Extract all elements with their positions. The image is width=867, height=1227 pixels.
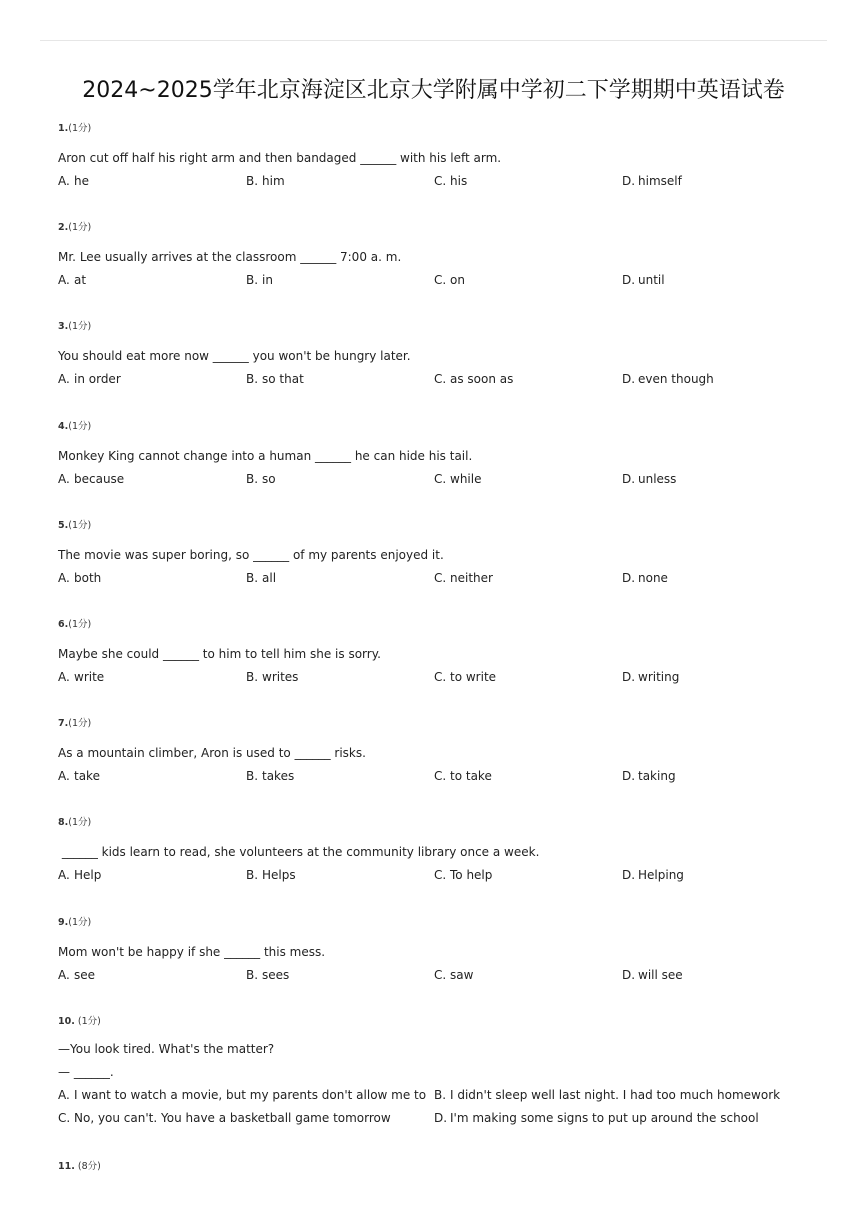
option-text: none [638,570,668,585]
option-letter: C. [434,769,447,784]
option-d[interactable]: D. I'm making some signs to put up around the school [434,1111,759,1125]
option-d[interactable] [622,768,676,784]
question-score: (8分) [77,1161,101,1172]
option-letter: B. [246,967,259,982]
option-a[interactable] [58,471,124,487]
option-letter: D. [622,372,636,387]
option-d[interactable] [622,371,714,387]
option-text: as soon as [450,372,514,387]
question-10 [58,1015,818,1133]
question-score: (1分) [68,420,92,432]
option-b[interactable] [246,272,273,288]
options [58,570,818,586]
option-text: himself [638,174,682,188]
option-letter: C. [434,471,447,486]
option-text: his [450,174,468,188]
option-letter: D. [622,868,636,883]
option-text: sees [262,967,290,982]
option-c[interactable]: C. No, you can't. You have a basketball game tomorrow [58,1111,391,1125]
option-text: Helping [638,868,684,883]
option-c[interactable] [434,669,496,685]
option-text: taking [638,769,676,784]
option-b[interactable]: B. I didn't sleep well last night. I had too much homework [434,1088,781,1102]
option-letter: B. [246,769,259,784]
question-stem: Monkey King cannot change into a human ______ he can hide his tail. [58,448,473,463]
option-text: while [450,471,482,486]
question-score: (1分) [77,1016,101,1027]
question-number: 8. [58,817,69,829]
option-letter: D. [622,769,636,784]
option-letter: D. [622,570,636,585]
options [58,967,818,983]
options [58,768,818,784]
question-header [58,1160,818,1174]
question-number: 6. [58,619,69,630]
question-stem: The movie was super boring, so ______ of my parents enjoyed it. [58,547,444,562]
option-letter: A. [58,967,70,982]
question-stem: You should eat more now ______ you won't be hungry later. [58,349,411,364]
question-stem: Mom won't be happy if she ______ this mess. [58,944,326,959]
option-letter: C. [434,868,447,883]
option-b[interactable] [246,669,298,685]
option-letter: B. [246,471,259,486]
question-header [58,717,818,731]
option-text: unless [638,471,677,486]
option-text: at [74,273,87,288]
option-text: to write [450,670,497,684]
option-text: in order [74,372,121,387]
option-d[interactable] [622,570,668,586]
option-letter: A. [58,670,70,684]
question-8 [58,816,818,883]
question-1 [58,122,818,189]
option-text: so that [262,372,304,387]
option-text: even though [638,372,714,387]
options [58,173,818,189]
option-b[interactable] [246,471,276,487]
question-stem-answer-line: — ______. [58,1065,114,1079]
question-number: 4. [58,420,69,432]
question-number: 3. [58,321,69,333]
option-letter: C. [434,967,447,982]
option-text: saw [450,967,474,982]
option-c[interactable] [434,768,492,784]
question-score: (1分) [68,718,92,730]
option-b[interactable] [246,371,304,387]
option-text: see [74,967,96,982]
option-text: write [74,670,105,684]
option-a[interactable]: A. I want to watch a movie, but my parents don't allow me to [58,1088,427,1102]
option-b[interactable] [246,173,285,189]
option-letter: C. [434,174,447,188]
option-text: because [74,471,125,486]
question-number: 10. [58,1016,75,1027]
option-letter: D. [622,471,636,486]
option-letter: C. [434,273,447,288]
option-letter: A. [58,273,70,288]
option-letter: B. [246,868,259,883]
option-c[interactable] [434,371,513,387]
option-text: him [262,174,285,188]
option-b[interactable] [246,768,294,784]
question-score: (1分) [68,916,92,928]
question-header [58,618,818,632]
option-d[interactable] [622,173,682,189]
question-9 [58,916,818,983]
option-letter: A. [58,174,70,188]
question-header [58,519,818,533]
question-number: 5. [58,519,69,531]
question-7 [58,717,818,784]
option-a[interactable] [58,371,121,387]
option-text: all [262,570,277,585]
question-score: (1分) [68,123,92,134]
question-score: (1分) [68,222,92,234]
question-3 [58,320,818,387]
options [58,471,818,487]
option-letter: B. [246,670,259,684]
option-letter: A. [58,372,70,387]
option-text: take [74,769,100,784]
question-5 [58,519,818,586]
option-a[interactable] [58,967,95,983]
question-header [58,122,818,136]
option-c[interactable] [434,471,481,487]
option-text: until [638,273,665,288]
option-letter: A. [58,868,70,883]
question-header [58,816,818,830]
option-text: will see [638,967,683,982]
option-letter: A. [58,769,70,784]
question-header [58,1015,818,1029]
question-number: 1. [58,123,69,134]
option-letter: A. [58,471,70,486]
question-header [58,420,818,434]
question-number: 2. [58,222,69,234]
options [58,867,818,883]
options [58,1087,818,1133]
question-number: 9. [58,916,69,928]
option-a[interactable] [58,669,104,685]
option-letter: C. [434,372,447,387]
option-c[interactable] [434,570,493,586]
option-text: writing [638,670,680,684]
question-header [58,320,818,334]
option-letter: D. [622,670,636,684]
option-letter: D. [622,967,636,982]
option-text: in [262,273,273,288]
option-c[interactable] [434,867,492,883]
options [58,272,818,288]
option-d[interactable] [622,669,679,685]
option-text: on [450,273,465,288]
option-c[interactable] [434,272,465,288]
option-letter: B. [246,273,259,288]
option-text: To help [450,868,493,883]
question-score: (1分) [68,619,92,630]
option-letter: B. [246,372,259,387]
question-2 [58,221,818,288]
question-score: (1分) [68,817,92,829]
option-letter: D. [622,273,636,288]
option-letter: C. [434,670,447,684]
question-number: 11. [58,1161,75,1172]
page-title: 2024~2025学年北京海淀区北京大学附属中学初二下学期期中英语试卷 [82,78,785,103]
question-stem: ______ kids learn to read, she volunteers at the community library once a week. [58,845,540,860]
option-text: takes [262,769,295,784]
options [58,669,818,685]
question-6 [58,618,818,685]
option-letter: B. [246,570,259,585]
option-c[interactable] [434,967,473,983]
option-text: writes [262,670,299,684]
option-text: both [74,570,102,585]
option-b[interactable] [246,570,276,586]
option-text: neither [450,570,493,585]
option-d[interactable] [622,867,684,883]
question-stem: —You look tired. What's the matter? [58,1042,275,1056]
question-score: (1分) [68,321,92,333]
question-score: (1分) [68,519,92,531]
option-a[interactable] [58,570,101,586]
question-4 [58,420,818,487]
option-a[interactable] [58,768,100,784]
option-letter: D. [622,174,636,188]
option-text: to take [450,769,492,784]
option-b[interactable] [246,967,289,983]
question-stem: Maybe she could ______ to him to tell him she is sorry. [58,647,381,661]
question-number: 7. [58,718,69,730]
option-a[interactable] [58,173,89,189]
option-d[interactable] [622,967,683,983]
option-text: he [74,174,89,188]
question-header [58,916,818,930]
option-letter: B. [246,174,259,188]
question-stem: Mr. Lee usually arrives at the classroom ______ 7:00 a. m. [58,250,402,265]
question-stem: As a mountain climber, Aron is used to ______ risks. [58,746,366,761]
option-letter: C. [434,570,447,585]
option-b[interactable] [246,867,296,883]
question-stem: Aron cut off half his right arm and then bandaged ______ with his left arm. [58,151,502,165]
option-text: so [262,471,276,486]
option-a[interactable] [58,272,86,288]
option-a[interactable] [58,867,101,883]
option-d[interactable] [622,272,665,288]
options [58,371,818,387]
option-letter: A. [58,570,70,585]
option-text: Helps [262,868,296,883]
option-d[interactable] [622,471,676,487]
question-header [58,221,818,235]
top-divider [40,40,827,41]
option-text: Help [74,868,102,883]
question-11 [58,1160,818,1174]
option-c[interactable] [434,173,467,189]
